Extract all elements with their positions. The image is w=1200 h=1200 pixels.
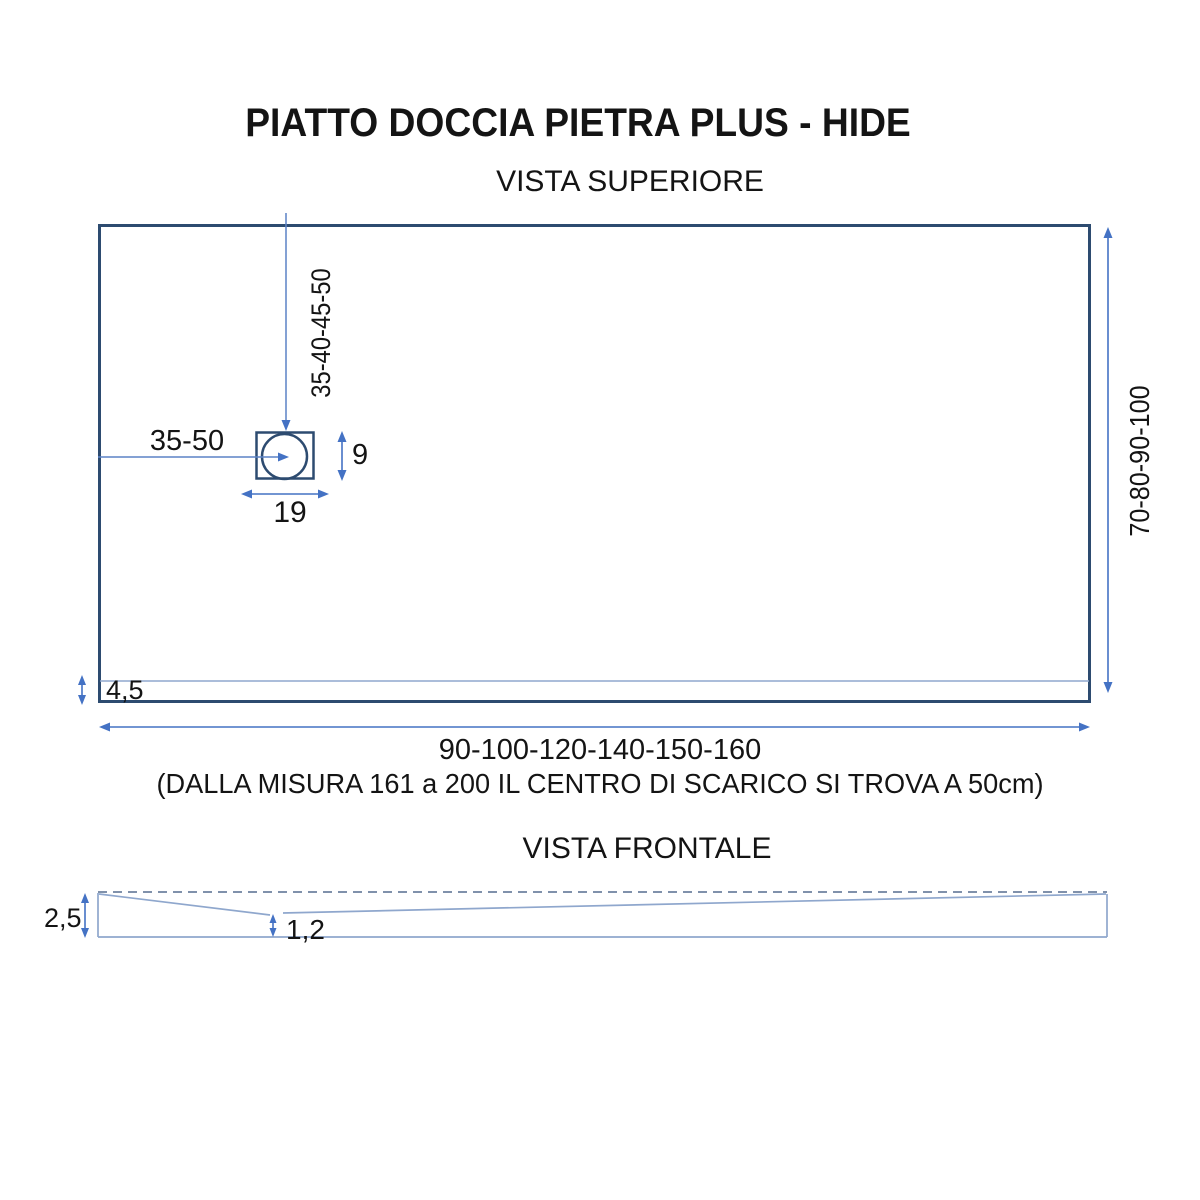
edge-strip-width-label: 4,5 — [106, 675, 144, 705]
top-view-heading: VISTA SUPERIORE — [496, 165, 764, 198]
arrowhead-right-icon — [1079, 723, 1090, 732]
arrowhead-up-icon — [78, 675, 86, 685]
profile-slope-left — [99, 894, 270, 915]
front-view-heading: VISTA FRONTALE — [522, 832, 772, 865]
arrowhead-down-icon — [81, 928, 89, 938]
arrowhead-down-icon — [270, 928, 277, 937]
page-title: PIATTO DOCCIA PIETRA PLUS - HIDE — [245, 101, 911, 145]
tray-depth-options-label: 70-80-90-100 — [1124, 385, 1155, 537]
profile-slope-right — [283, 894, 1106, 913]
arrowhead-right-icon — [278, 453, 289, 462]
front-view-profile — [98, 892, 1107, 937]
drain-width-label: 19 — [273, 496, 307, 529]
tray-width-note: (DALLA MISURA 161 a 200 IL CENTRO DI SCARICO SI TROVA A 50cm) — [156, 768, 1044, 799]
drain-offset-from-top-label: 35-40-45-50 — [306, 268, 336, 398]
tray-width-options-label: 90-100-120-140-150-160 — [438, 734, 762, 766]
top-view-tray — [100, 226, 1090, 702]
drain-offset-from-left-label: 35-50 — [149, 425, 225, 457]
arrowhead-down-icon — [78, 695, 86, 705]
arrowhead-down-icon — [338, 470, 347, 481]
dim-tray-width — [99, 723, 1090, 732]
arrowhead-up-icon — [81, 893, 89, 903]
arrowhead-up-icon — [270, 914, 277, 923]
dim-edge-strip — [78, 675, 86, 705]
arrowhead-down-icon — [282, 420, 291, 431]
tray-outline — [100, 226, 1090, 702]
dim-tray-depth — [1104, 227, 1113, 693]
arrowhead-up-icon — [338, 431, 347, 442]
dim-drain-height — [338, 431, 347, 481]
front-edge-thickness-label: 2,5 — [44, 903, 82, 933]
front-center-thickness-label: 1,2 — [286, 914, 325, 945]
dim-front-center-thickness — [270, 914, 277, 937]
arrowhead-down-icon — [1104, 682, 1113, 693]
arrowhead-left-icon — [241, 490, 252, 499]
drain-top-leader — [282, 213, 291, 431]
arrowhead-left-icon — [99, 723, 110, 732]
drain-height-label: 9 — [352, 439, 369, 471]
arrowhead-up-icon — [1104, 227, 1113, 238]
dim-front-edge-thickness — [81, 893, 89, 938]
